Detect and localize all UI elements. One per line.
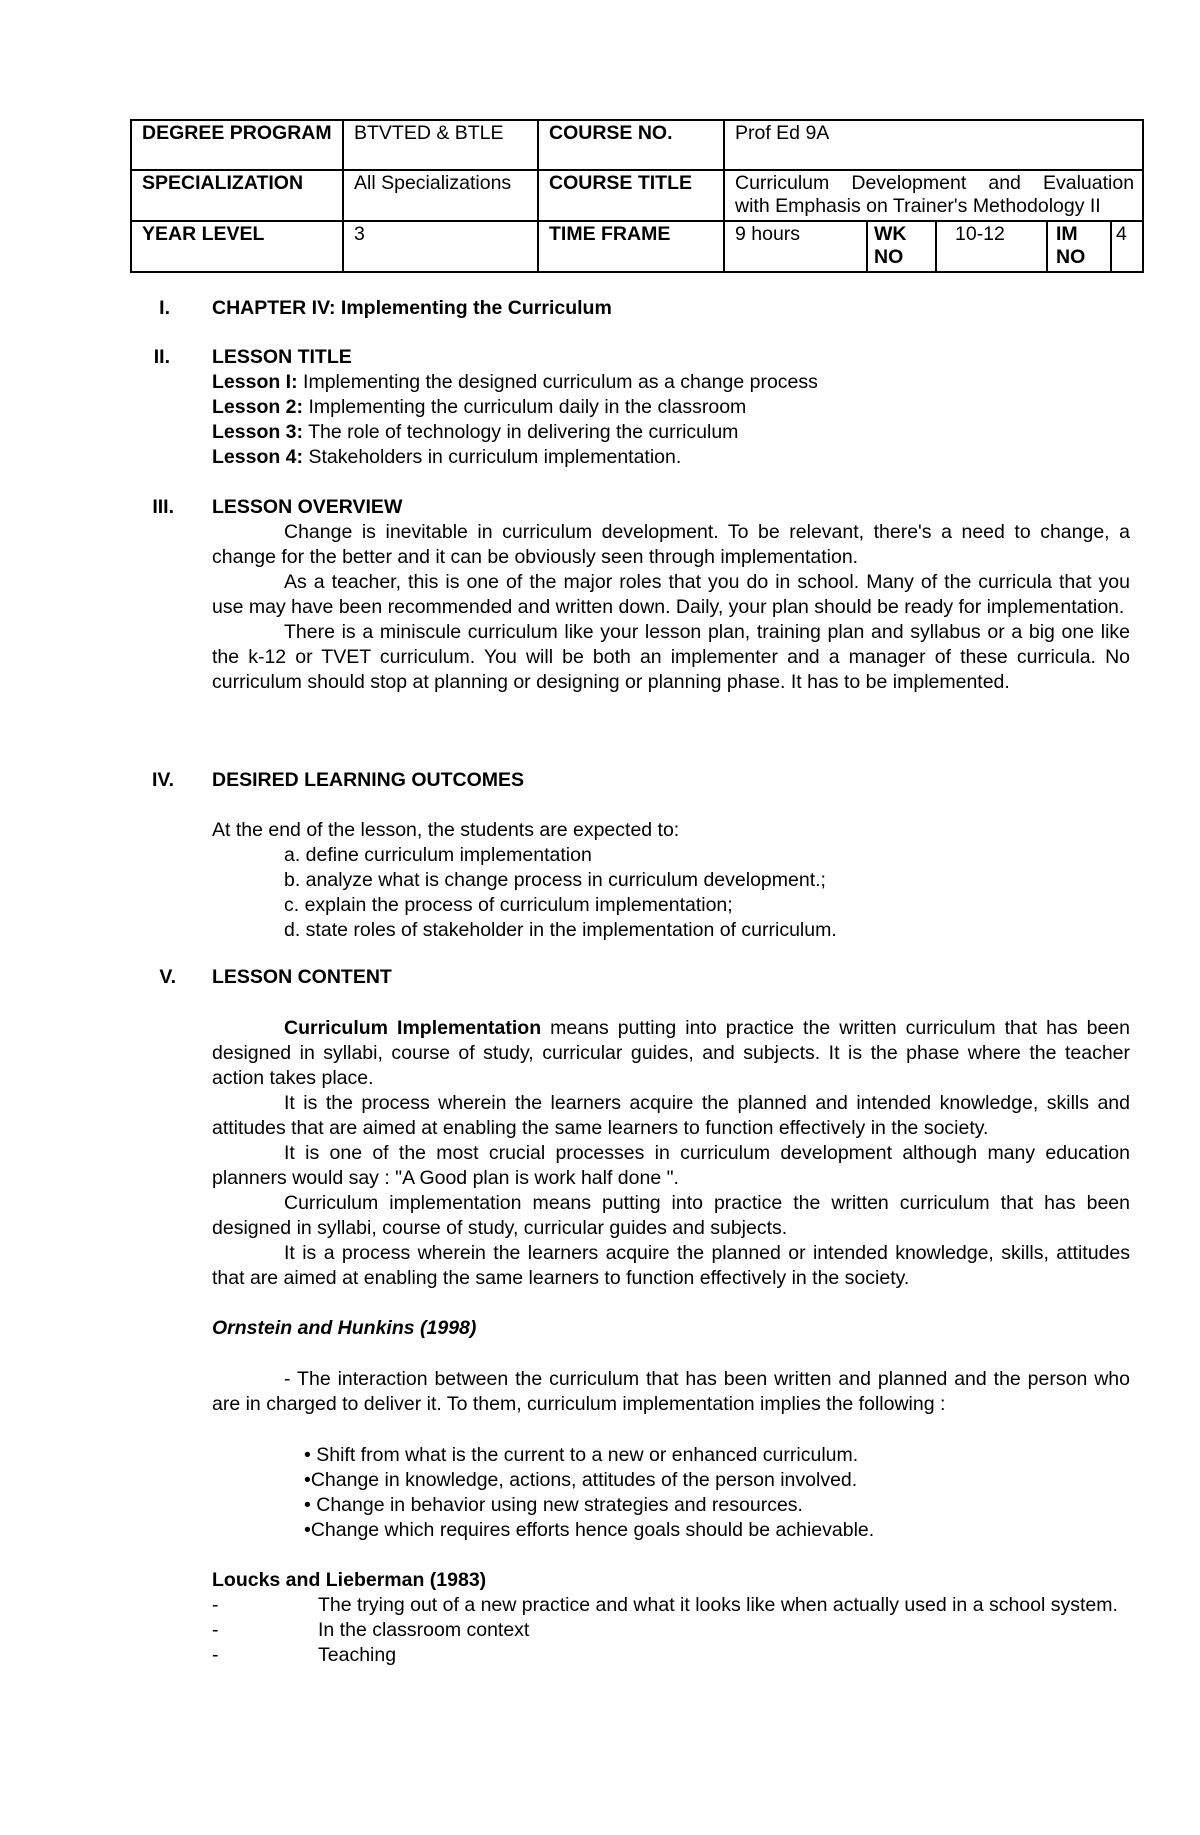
overview-paragraph: As a teacher, this is one of the major roles that you do in school. Many of the curricula that you use may have been recommended and written down. Daily, your plan should be ready for implementation. (212, 571, 1130, 618)
course-title-line1: Curriculum Development and Evaluation (735, 172, 1135, 194)
content-text: means putting into practice the written curriculum that has been designed in syllabi, course of study, curricular guides, and subjects. It is the phase where the teacher action takes place. (212, 1017, 1130, 1089)
wk-no-label: WK NO (867, 221, 936, 272)
list-item-text: Teaching (318, 1644, 397, 1666)
lesson-text: Implementing the curriculum daily in the classroom (308, 396, 747, 418)
lesson-item (212, 370, 1130, 395)
course-no-label: COURSE NO. (538, 120, 724, 170)
table-row (131, 221, 1143, 272)
loucks-heading: Loucks and Lieberman (1983) (212, 1569, 487, 1591)
ornstein-heading: Ornstein and Hunkins (1998) (212, 1317, 477, 1339)
course-info-table (130, 119, 1144, 273)
course-title-label: COURSE TITLE (538, 170, 724, 221)
lesson-content-heading: LESSON CONTENT (212, 966, 392, 988)
lesson-label: Lesson 4: (212, 446, 304, 468)
im-no-value: 4 (1111, 221, 1143, 272)
specialization-label: SPECIALIZATION (131, 170, 343, 221)
lesson-overview-heading: LESSON OVERVIEW (212, 496, 403, 518)
specialization-value: All Specializations (343, 170, 538, 221)
list-item (142, 1593, 1130, 1618)
degree-program-value: BTVTED & BTLE (343, 120, 538, 170)
section-3-body (212, 495, 1130, 695)
overview-paragraph: There is a miniscule curriculum like your lesson plan, training plan and syllabus or a big one like the k-12 or TVET curriculum. You will be both an implementer and a manager of these curricula. No curriculum should stop at planning or designing or planning phase. It has to be implemented. (212, 621, 1130, 693)
ornstein-bullets (212, 1443, 1130, 1543)
year-level-value: 3 (343, 221, 538, 272)
im-no-label: IM NO (1047, 221, 1111, 272)
time-frame-label: TIME FRAME (538, 221, 724, 272)
content-paragraph (212, 1016, 1130, 1091)
dash-marker: - (212, 1594, 219, 1616)
course-title-value (724, 170, 1143, 221)
lesson-text: Stakeholders in curriculum implementation. (308, 446, 682, 468)
content-paragraph: It is one of the most crucial processes in curriculum development although many education planners would say : "A Good plan is work half done ". (212, 1142, 1130, 1189)
list-item-text: In the classroom context (318, 1619, 530, 1641)
list-item (142, 1618, 1130, 1643)
list-item: •Change which requires efforts hence goals should be achievable. (304, 1519, 875, 1541)
outcome-item: b. analyze what is change process in curriculum development.; (284, 869, 826, 891)
chapter-title: CHAPTER IV: Implementing the Curriculum (212, 297, 612, 319)
lesson-item (212, 445, 1130, 470)
lesson-label: Lesson 2: (212, 396, 304, 418)
lesson-item (212, 420, 1130, 445)
section-4-body (212, 768, 1130, 943)
outcome-item: a. define curriculum implementation (284, 844, 592, 866)
learning-outcomes-heading: DESIRED LEARNING OUTCOMES (212, 769, 525, 791)
term-curriculum-implementation: Curriculum Implementation (284, 1017, 542, 1039)
section-4-numeral: IV. (151, 769, 174, 791)
lesson-label: Lesson 3: (212, 421, 304, 443)
content-paragraph: It is the process wherein the learners acquire the planned and intended knowledge, skills and attitudes that are aimed at enabling the same learners to function effectively in the society. (212, 1092, 1130, 1139)
outcomes-intro: At the end of the lesson, the students are expected to: (212, 819, 680, 841)
time-frame-value: 9 hours (724, 221, 867, 272)
outcome-item: d. state roles of stakeholder in the implementation of curriculum. (284, 919, 837, 941)
section-2-numeral: II. (153, 346, 170, 368)
course-title-line2: with Emphasis on Trainer's Methodology II (735, 195, 1101, 217)
list-item: •Change in knowledge, actions, attitudes of the person involved. (304, 1469, 858, 1491)
section-1-body (212, 296, 1130, 321)
list-item: • Shift from what is the current to a new or enhanced curriculum. (304, 1444, 859, 1466)
lesson-title-heading: LESSON TITLE (212, 346, 352, 368)
course-no-value: Prof Ed 9A (724, 120, 1143, 170)
list-item-text: The trying out of a new practice and what it looks like when actually used in a school system. (318, 1594, 1118, 1616)
degree-program-label: DEGREE PROGRAM (131, 120, 343, 170)
outcome-item: c. explain the process of curriculum implementation; (284, 894, 733, 916)
section-2-body (212, 345, 1130, 470)
table-row (131, 170, 1143, 221)
section-5-body (212, 965, 1130, 1668)
table-row (131, 120, 1143, 170)
content-paragraph: It is a process wherein the learners acquire the planned or intended knowledge, skills, attitudes that are aimed at enabling the same learners to function effectively in the society. (212, 1242, 1130, 1289)
lesson-text: The role of technology in delivering the curriculum (308, 421, 739, 443)
loucks-list (142, 1593, 1130, 1668)
section-5-numeral: V. (159, 966, 176, 988)
section-3-numeral: III. (152, 496, 174, 518)
overview-paragraph: Change is inevitable in curriculum development. To be relevant, there's a need to change, a change for the better and it can be obviously seen through implementation. (212, 521, 1130, 568)
dash-marker: - (212, 1619, 219, 1641)
content-paragraph: Curriculum implementation means putting into practice the written curriculum that has been designed in syllabi, course of study, curricular guides and subjects. (212, 1192, 1130, 1239)
lesson-label: Lesson I: (212, 371, 298, 393)
year-level-label: YEAR LEVEL (131, 221, 343, 272)
list-item (142, 1643, 1130, 1668)
dash-marker: - (212, 1644, 219, 1666)
list-item: • Change in behavior using new strategies and resources. (304, 1494, 803, 1516)
lesson-item (212, 395, 1130, 420)
wk-no-value: 10-12 (936, 221, 1047, 272)
lesson-text: Implementing the designed curriculum as a change process (303, 371, 818, 393)
ornstein-paragraph: - The interaction between the curriculum that has been written and planned and the person who are in charged to deliver it. To them, curriculum implementation implies the following : (212, 1368, 1130, 1415)
section-1-numeral: I. (159, 297, 170, 319)
